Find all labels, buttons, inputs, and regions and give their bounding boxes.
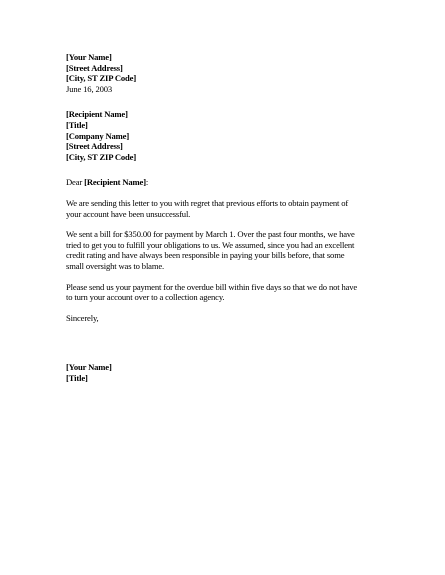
- salutation-suffix: :: [145, 177, 149, 188]
- signature-block: [66, 362, 386, 383]
- recipient-name: [Recipient Name]: [66, 109, 128, 120]
- paragraph-line: Please send us your payment for the overdue bill within five days so that we do not have: [66, 281, 358, 292]
- salutation: [66, 177, 386, 188]
- letter-body: [66, 52, 386, 383]
- recipient-street: [Street Address]: [66, 141, 123, 152]
- salutation-prefix: Dear: [66, 177, 85, 188]
- paragraph-line: small oversight was to blame.: [66, 260, 165, 271]
- paragraph-2: [66, 229, 386, 271]
- recipient-company: [Company Name]: [66, 130, 130, 141]
- paragraph-3: [66, 282, 386, 303]
- sender-name: [Your Name]: [66, 52, 112, 62]
- sender-street: [Street Address]: [66, 62, 123, 73]
- paragraph-line: your account have been unsuccessful.: [66, 208, 191, 219]
- paragraph-line: tried to get you to fulfill your obligations to us. We assumed, since you had an excellent: [66, 239, 355, 250]
- signature-title: [Title]: [66, 372, 88, 383]
- sender-city: [City, ST ZIP Code]: [66, 73, 137, 84]
- salutation-name: [Recipient Name]: [84, 177, 146, 188]
- letter-date: June 16, 2003: [66, 83, 113, 94]
- paragraph-line: We sent a bill for $350.00 for payment by March 1. Over the past four months, we have: [66, 229, 355, 240]
- paragraph-line: to turn your account over to a collection agency.: [66, 292, 225, 303]
- paragraph-line: We are sending this letter to you with regret that previous efforts to obtain payment of: [66, 197, 349, 208]
- recipient-title: [Title]: [66, 119, 88, 130]
- recipient-city: [City, ST ZIP Code]: [66, 151, 137, 162]
- closing: Sincerely,: [66, 312, 99, 323]
- sender-block: [66, 52, 386, 84]
- paragraph-line: credit rating and have always been responsible in paying your bills before, that some: [66, 250, 345, 261]
- paragraph-1: [66, 198, 386, 219]
- recipient-block: [66, 109, 386, 162]
- signature-name: [Your Name]: [66, 362, 112, 373]
